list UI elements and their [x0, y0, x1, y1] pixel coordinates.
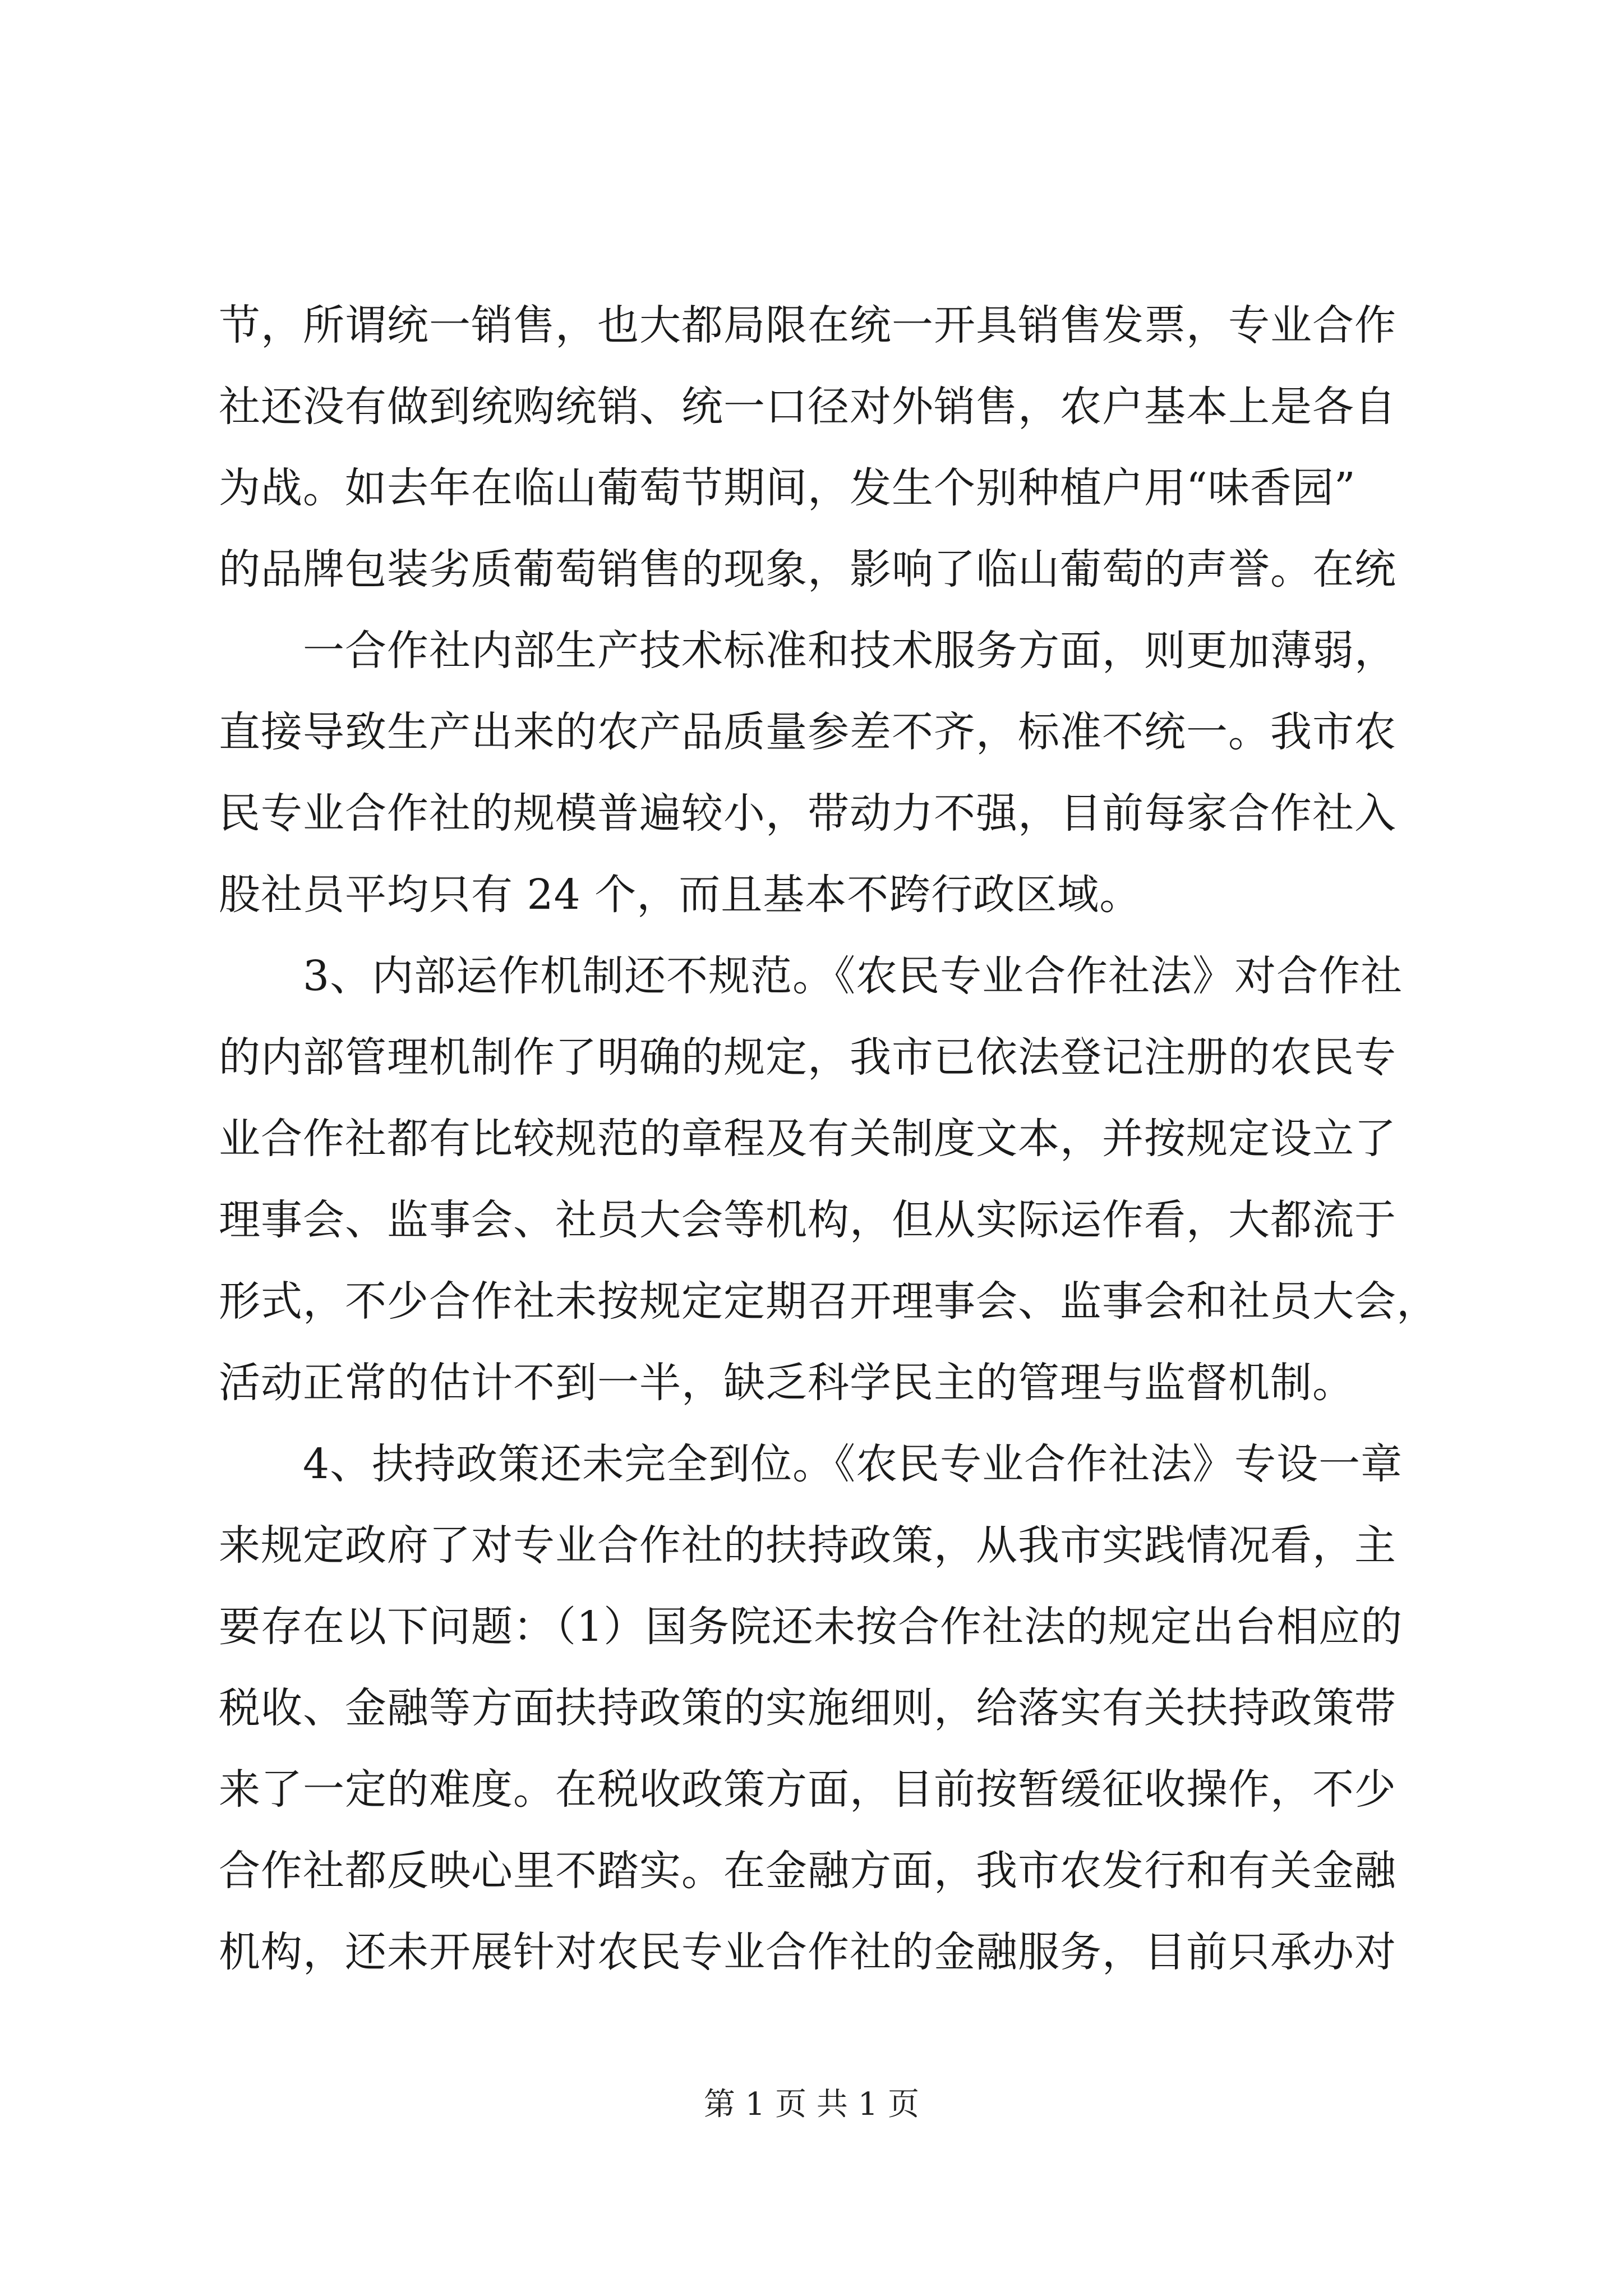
text-line-1: 节，所谓统一销售，也大都局限在统一开具销售发票，专业合作 [219, 301, 1396, 349]
text-line-20: 合作社都反映心里不踏实。在金融方面，我市农发行和有关金融 [219, 1847, 1396, 1895]
text-line-16: 来规定政府了对专业合作社的扶持政策，从我市实践情况看，主 [219, 1521, 1396, 1570]
text-line-7: 民专业合作社的规模普遍较小，带动力不强，目前每家合作社入 [219, 789, 1396, 838]
page-number-footer: 第 1 页 共 1 页 [703, 2086, 920, 2123]
text-line-18: 税收、金融等方面扶持政策的实施细则，给落实有关扶持政策带 [219, 1684, 1396, 1732]
text-line-8: 股社员平均只有 24 个，而且基本不跨行政区域。 [219, 871, 1142, 919]
text-line-10: 的内部管理机制作了明确的规定，我市已依法登记注册的农民专 [219, 1033, 1396, 1082]
text-line-3: 为战。如去年在临山葡萄节期间，发生个别种植户用“味香园” [219, 464, 1356, 512]
text-line-21: 机构，还未开展针对农民专业合作社的金融服务，目前只承办对 [219, 1928, 1396, 1976]
text-line-5-paragraph-start: 一合作社内部生产技术标准和技术服务方面，则更加薄弱， [303, 627, 1396, 675]
text-line-12: 理事会、监事会、社员大会等机构，但从实际运作看，大都流于 [219, 1196, 1396, 1244]
text-line-19: 来了一定的难度。在税收政策方面，目前按暂缓征收操作，不少 [219, 1765, 1396, 1814]
text-line-11: 业合作社都有比较规范的章程及有关制度文本，并按规定设立了 [219, 1115, 1396, 1163]
text-line-9-paragraph-start: 3、内部运作机制还不规范。《农民专业合作社法》对合作社 [303, 952, 1403, 1000]
text-line-15-paragraph-start: 4、扶持政策还未完全到位。《农民专业合作社法》专设一章 [303, 1440, 1403, 1488]
text-line-17: 要存在以下问题：（1）国务院还未按合作社法的规定出台相应的 [219, 1603, 1403, 1651]
text-line-4: 的品牌包装劣质葡萄销售的现象，影响了临山葡萄的声誉。在统 [219, 545, 1396, 593]
text-line-6: 直接导致生产出来的农产品质量参差不齐，标准不统一。我市农 [219, 708, 1396, 756]
text-line-14: 活动正常的估计不到一半，缺乏科学民主的管理与监督机制。 [219, 1359, 1354, 1407]
text-line-13: 形式，不少合作社未按规定定期召开理事会、监事会和社员大会， [219, 1277, 1438, 1326]
text-line-2: 社还没有做到统购统销、统一口径对外销售，农户基本上是各自 [219, 383, 1396, 431]
